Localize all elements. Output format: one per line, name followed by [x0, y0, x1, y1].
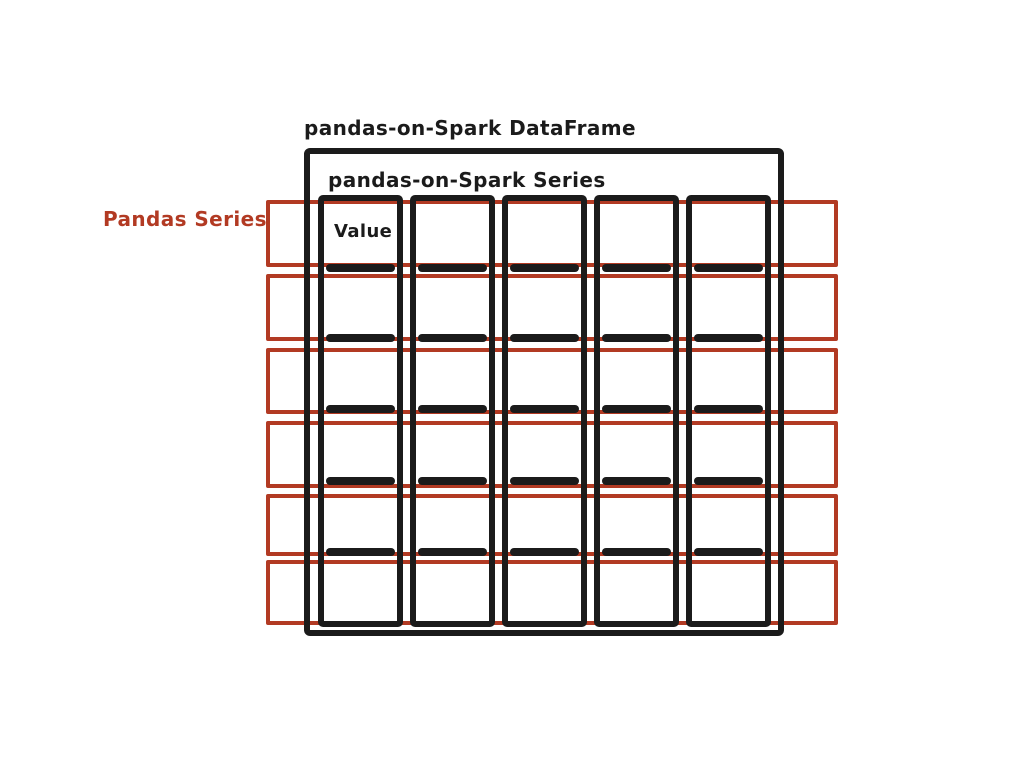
cell-divider: [510, 405, 579, 413]
cell-divider: [694, 334, 763, 342]
cell-divider: [418, 548, 487, 556]
series-column: [686, 195, 771, 627]
cell-divider: [694, 548, 763, 556]
cell-divider: [694, 264, 763, 272]
series-column: [594, 195, 679, 627]
cell-divider: [326, 334, 395, 342]
cell-divider: [326, 477, 395, 485]
cell-divider: [418, 334, 487, 342]
cell-divider: [602, 264, 671, 272]
cell-divider: [602, 548, 671, 556]
dataframe-title: pandas-on-Spark DataFrame: [304, 116, 636, 140]
cell-divider: [418, 477, 487, 485]
cell-divider: [326, 264, 395, 272]
cell-divider: [602, 334, 671, 342]
cell-divider: [694, 477, 763, 485]
cell-divider: [602, 477, 671, 485]
series-column: [318, 195, 403, 627]
value-label: Value: [334, 221, 393, 242]
series-column: [410, 195, 495, 627]
cell-divider: [694, 405, 763, 413]
spark-series-label: pandas-on-Spark Series: [328, 168, 606, 192]
cell-divider: [510, 334, 579, 342]
cell-divider: [418, 264, 487, 272]
series-column: [502, 195, 587, 627]
cell-divider: [510, 548, 579, 556]
cell-divider: [602, 405, 671, 413]
cell-divider: [510, 477, 579, 485]
cell-divider: [326, 405, 395, 413]
cell-divider: [326, 548, 395, 556]
cell-divider: [510, 264, 579, 272]
cell-divider: [418, 405, 487, 413]
pandas-series-label: Pandas Series: [103, 207, 267, 231]
